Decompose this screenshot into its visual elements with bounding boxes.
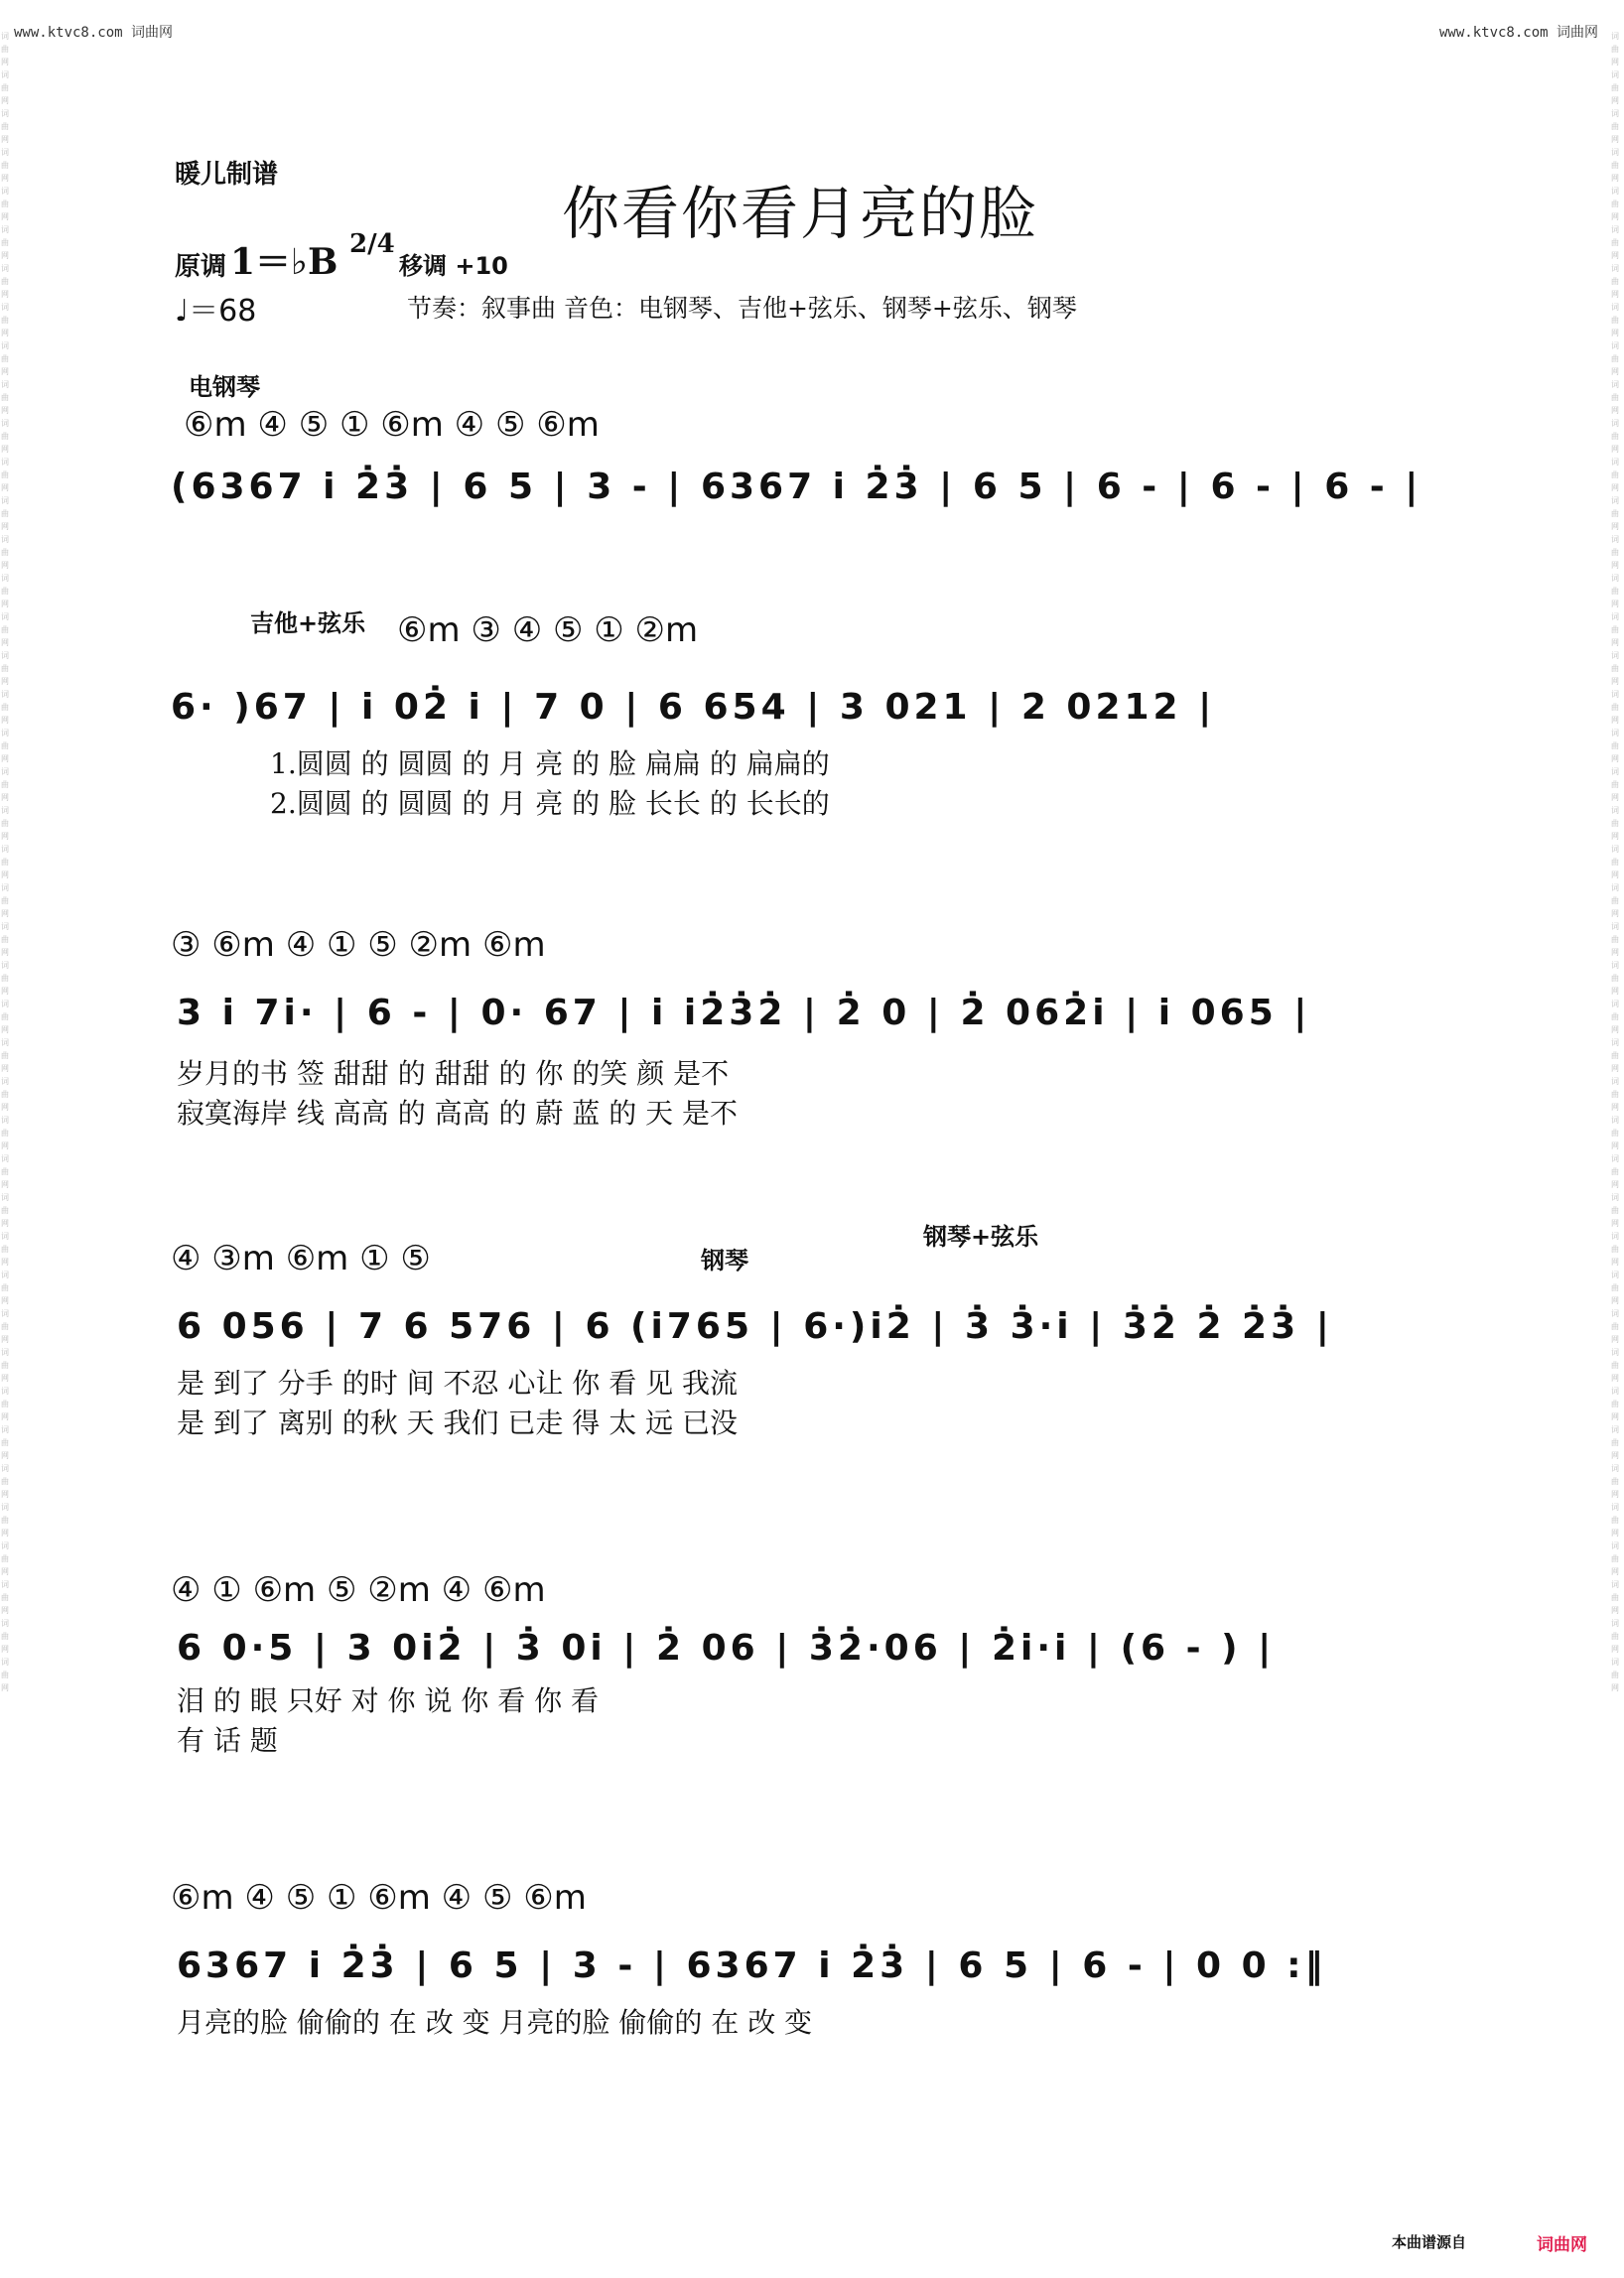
instrument-label-piano: 钢琴 [701,1247,748,1274]
note-row-2: 6· )67 | i 02̇ i | 7 0 | 6 654 | 3 021 | 2 0212 | [171,687,1216,728]
chord-row-6: ⑥m ④ ⑤ ① ⑥m ④ ⑤ ⑥m [171,1878,587,1918]
note-row-3: 3 i 7i· | 6 - | 0· 67 | i i2̇3̇2̇ | 2̇ 0 | 2̇ 062̇i | i 065 | [177,993,1311,1033]
left-watermark-strip: 词曲网词曲网词曲网词曲网词曲网词曲网词曲网词曲网词曲网词曲网词曲网词曲网词曲网词曲网词曲网词曲网词曲网词曲网词曲网词曲网词曲网词曲网词曲网词曲网词曲网词曲网词曲网词曲网词曲网词曲网词曲网词曲网词曲网词曲网词曲网词曲网词曲网词曲网词曲网词曲网词曲网词曲网词曲网 [1,32,9,1692]
footer-brand-link[interactable]: 词曲网 [1537,2235,1587,2255]
arranger-label: 暖儿制谱 [175,160,279,190]
site-label-left[interactable]: www.ktvc8.com 词曲网 [14,25,174,41]
lyric-row-3-verse2: 寂寞海岸 线 高高 的 高高 的 蔚 蓝 的 天 是不 [177,1097,739,1130]
lyric-row-5-verse2: 有 话 题 [177,1724,278,1757]
chord-row-5: ④ ① ⑥m ⑤ ②m ④ ⑥m [171,1570,546,1610]
time-signature-text: 2/4 [349,229,395,259]
note-row-5: 6 0·5 | 3 0i2̇ | 3̇ 0i | 2̇ 06 | 3̇2̇·06 | 2̇i·i | (6 - ) | [177,1628,1276,1669]
site-label-right[interactable]: www.ktvc8.com 词曲网 [1439,25,1599,41]
instrument-label-piano-strings: 钢琴+弦乐 [923,1223,1039,1251]
note-row-1: (6367 i 2̇3̇ | 6 5 | 3 - | 6367 i 2̇3̇ | 6 5 | 6 - | 6 - | 6 - | [171,467,1422,507]
lyric-row-4-verse1: 是 到了 分手 的时 间 不忍 心让 你 看 见 我流 [177,1367,739,1400]
chord-row-1: ⑥m ④ ⑤ ① ⑥m ④ ⑤ ⑥m [184,405,600,445]
note-row-4: 6 056 | 7 6 576 | 6 (i765 | 6·)i2̇ | 3̇ 3̇·i | 3̇2̇ 2̇ 2̇3̇ | [177,1306,1333,1347]
time-signature [349,229,395,259]
lyric-row-6: 月亮的脸 偷偷的 在 改 变 月亮的脸 偷偷的 在 改 变 [177,2006,813,2039]
chord-row-2: ⑥m ③ ④ ⑤ ① ②m [397,610,699,650]
instrument-label-guitar-strings: 吉他+弦乐 [250,609,366,637]
lyric-row-2-verse1: 1.圆圆 的 圆圆 的 月 亮 的 脸 扁扁 的 扁扁的 [270,747,830,780]
transpose-label: 移调 +10 [399,252,508,280]
chord-row-3: ③ ⑥m ④ ① ⑤ ②m ⑥m [171,925,546,965]
lyric-row-2-verse2: 2.圆圆 的 圆圆 的 月 亮 的 脸 长长 的 长长的 [270,787,830,820]
chord-row-4: ④ ③m ⑥m ① ⑤ [171,1239,431,1278]
lyric-row-4-verse2: 是 到了 离别 的秋 天 我们 已走 得 太 远 已没 [177,1407,739,1439]
tempo-label: ♩＝68 [175,294,257,329]
lyric-row-5-verse1: 泪 的 眼 只好 对 你 说 你 看 你 看 [177,1684,600,1717]
right-watermark-strip: 词曲网词曲网词曲网词曲网词曲网词曲网词曲网词曲网词曲网词曲网词曲网词曲网词曲网词曲网词曲网词曲网词曲网词曲网词曲网词曲网词曲网词曲网词曲网词曲网词曲网词曲网词曲网词曲网词曲网词曲网词曲网词曲网词曲网词曲网词曲网词曲网词曲网词曲网词曲网词曲网词曲网词曲网词曲网 [1611,32,1619,1692]
instrument-label-e-piano: 电钢琴 [189,373,260,401]
rhythm-voice-label: 节奏：叙事曲 音色：电钢琴、吉他+弦乐、钢琴+弦乐、钢琴 [407,294,1077,323]
key-label: 原调 [175,252,227,282]
song-title: 你看你看月亮的脸 [562,180,1039,247]
footer-source-label: 本曲谱源自 [1392,2233,1467,2251]
note-row-6: 6367 i 2̇3̇ | 6 5 | 3 - | 6367 i 2̇3̇ | 6 5 | 6 - | 0 0 :‖ [177,1945,1327,1986]
key-signature: 1＝♭B [230,241,338,283]
lyric-row-3-verse1: 岁月的书 签 甜甜 的 甜甜 的 你 的笑 颜 是不 [177,1057,730,1090]
